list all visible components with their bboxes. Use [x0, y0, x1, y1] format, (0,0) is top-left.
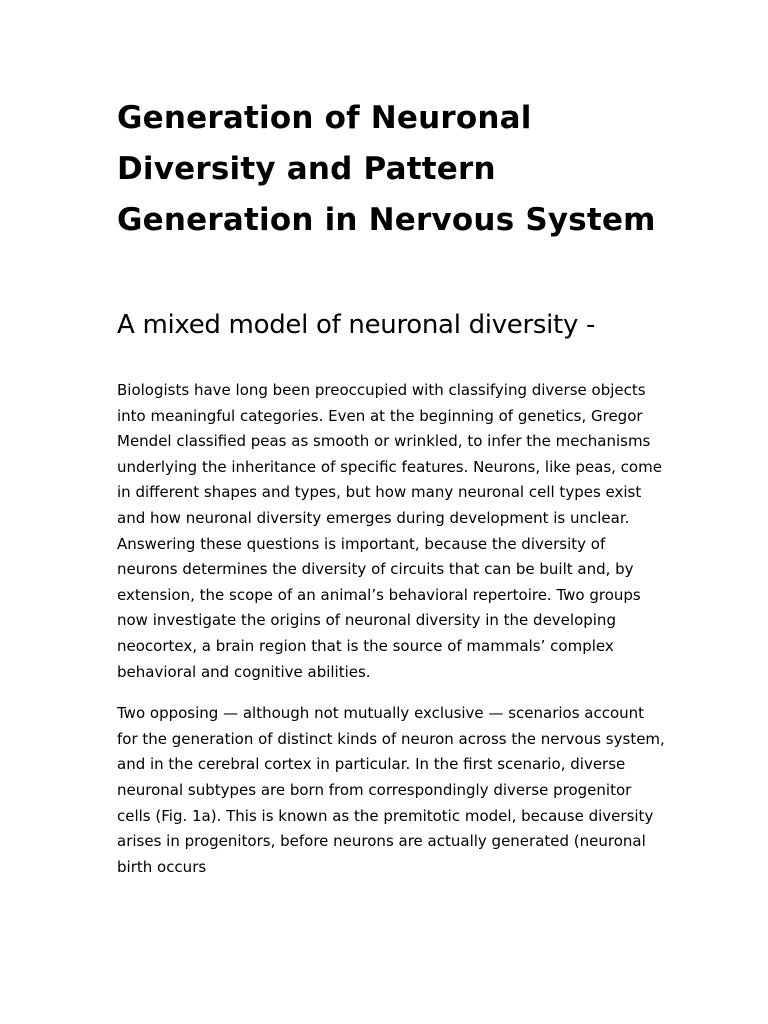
body-paragraph: Biologists have long been preoccupied with classifying diverse objects into meaningful categories. Even at the beginning of genetics, Gregor Mendel classified peas as smooth or wrinkled, to infer the mechanisms underlying the inheritance of specific features. Neurons, like peas, come in different shapes and types, but how many neuronal cell types exist and how neuronal diversity emerges during development is unclear. Answering these questions is important, because the diversity of neurons determines the diversity of circuits that can be built and, by extension, the scope of an animal’s behavioral repertoire. Two groups now investigate the origins of neuronal diversity in the developing neocortex, a brain region that is the source of mammals’ complex behavioral and cognitive abilities.: [117, 381, 662, 681]
document-page: [117, 93, 665, 880]
document-title: Generation of Neuronal Diversity and Pattern Generation in Nervous System: [117, 100, 656, 238]
body-paragraph: Two opposing — although not mutually exclusive — scenarios account for the generation of distinct kinds of neuron across the nervous system, and in the cerebral cortex in particular. In the first scenario, diverse neuronal subtypes are born from correspondingly diverse progenitor cells (Fig. 1a). This is known as the premitotic model, because diversity arises in progenitors, before neurons are actually generated (neuronal birth occurs: [117, 704, 665, 876]
section-heading: A mixed model of neuronal diversity -: [117, 310, 596, 340]
